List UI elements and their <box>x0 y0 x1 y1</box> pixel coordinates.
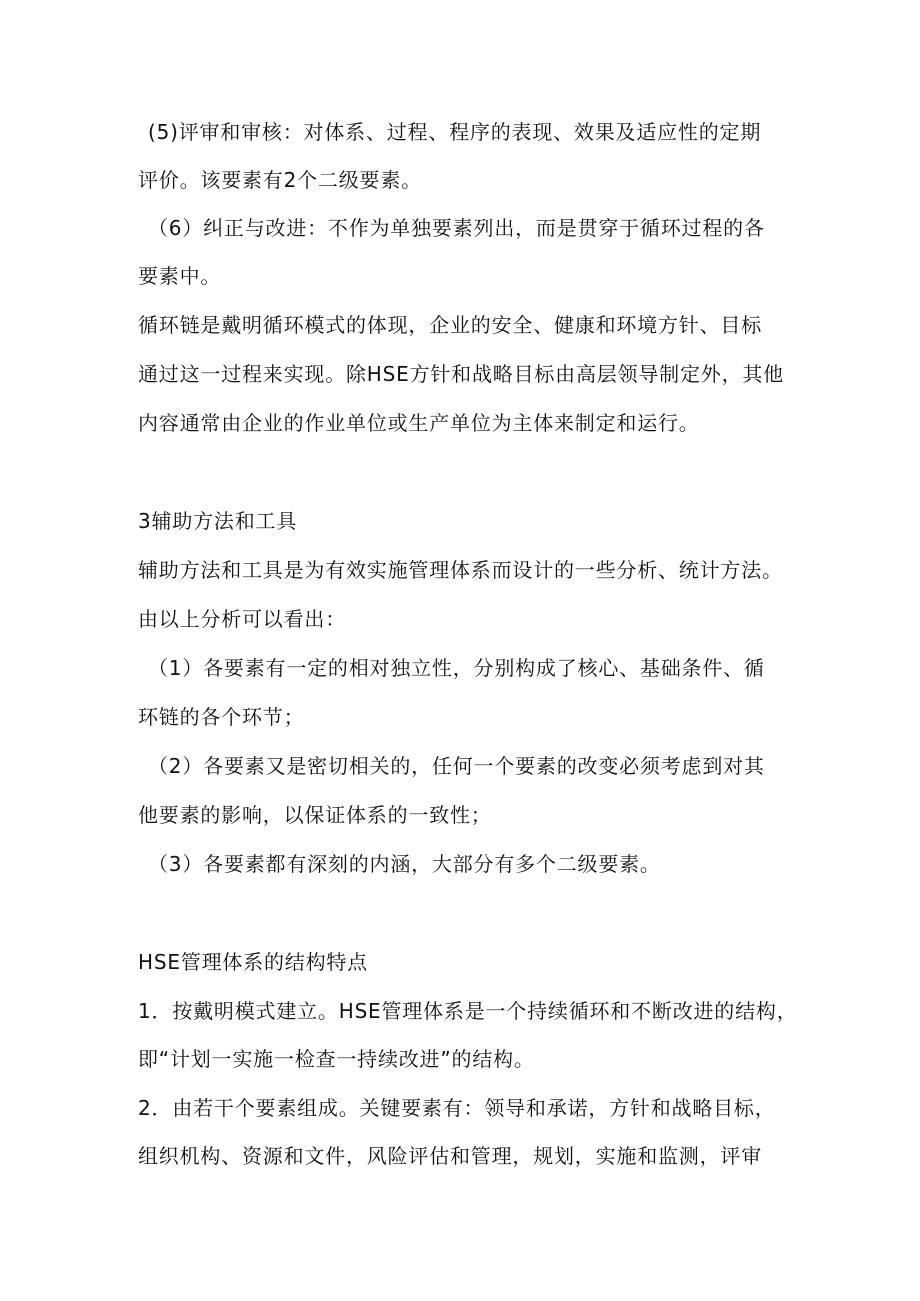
section-heading: HSE管理体系的结构特点 <box>138 950 368 974</box>
text-line: （6）纠正与改进：不作为单独要素列出，而是贯穿于循环过程的各 <box>148 216 765 240</box>
text-line: 即“计划一实施一检查一持续改进”的结构。 <box>138 1047 535 1071</box>
text-line: 2．由若干个要素组成。关键要素有：领导和承诺，方针和战略目标， <box>138 1096 776 1120</box>
text-line: 环链的各个环节； <box>138 705 305 729</box>
text-line: （3）各要素都有深刻的内涵，大部分有多个二级要素。 <box>148 852 661 876</box>
text-line: 评价。该要素有2个二级要素。 <box>138 168 422 192</box>
section-heading: 3辅助方法和工具 <box>138 509 298 533</box>
text-line: 1．按戴明模式建立。HSE管理体系是一个持续循环和不断改进的结构， <box>138 999 798 1023</box>
text-line: (5)评审和审核：对体系、过程、程序的表现、效果及适应性的定期 <box>148 120 762 144</box>
text-line: 通过这一过程来实现。除HSE方针和战略目标由高层领导制定外，其他 <box>138 362 784 386</box>
text-line: 由以上分析可以看出： <box>138 607 346 631</box>
text-line: 他要素的影响，以保证体系的一致性； <box>138 803 492 827</box>
text-line: （1）各要素有一定的相对独立性，分别构成了核心、基础条件、循 <box>148 656 765 680</box>
text-line: 辅助方法和工具是为有效实施管理体系而设计的一些分析、统计方法。 <box>138 558 783 582</box>
text-line: 要素中。 <box>138 264 222 288</box>
text-line: 循环链是戴明循环模式的体现，企业的安全、健康和环境方针、目标 <box>138 313 762 337</box>
text-line: 组织机构、资源和文件，风险评估和管理，规划，实施和监测，评审 <box>138 1144 762 1168</box>
text-line: 内容通常由企业的作业单位或生产单位为主体来制定和运行。 <box>138 411 700 435</box>
text-line: （2）各要素又是密切相关的，任何一个要素的改变必须考虑到对其 <box>148 754 765 778</box>
